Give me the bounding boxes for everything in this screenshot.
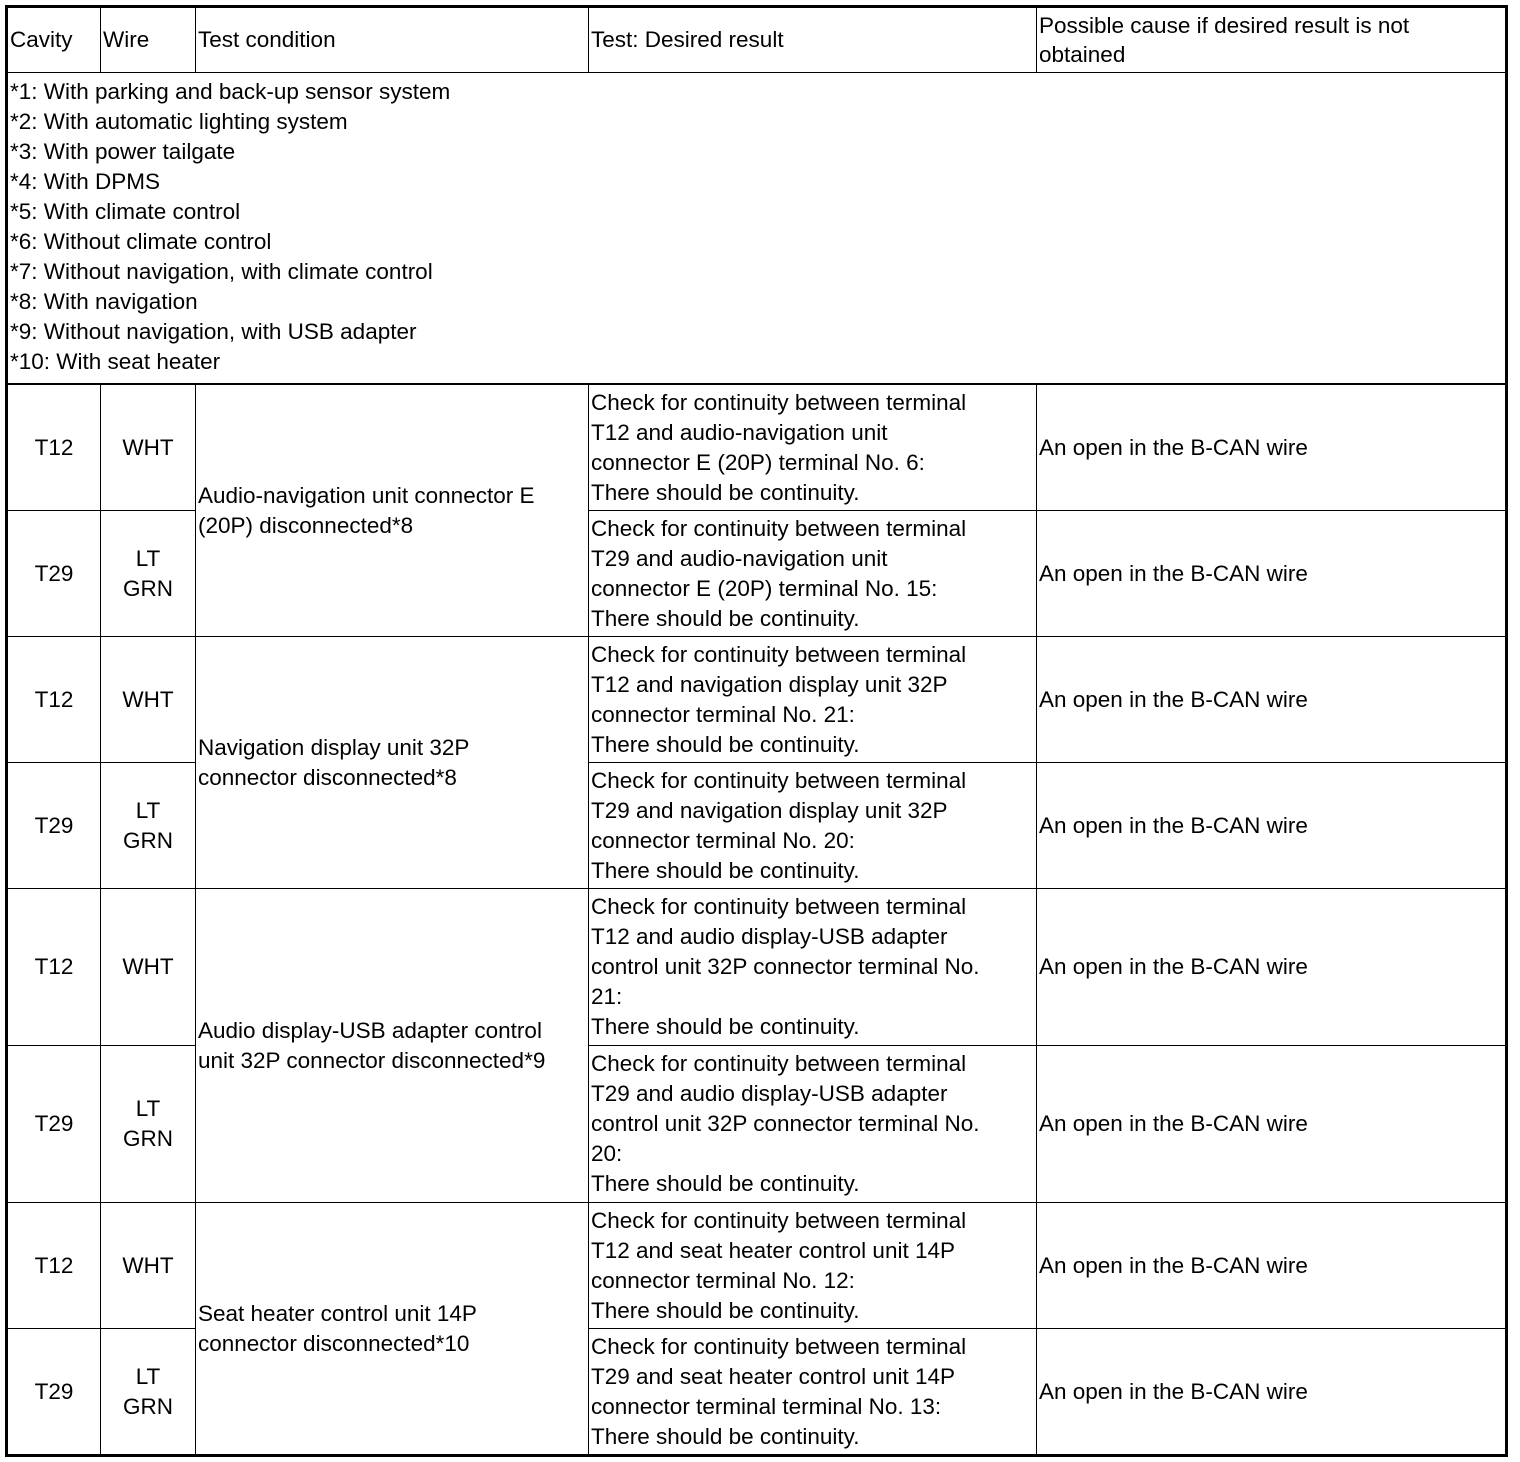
header-cavity: Cavity	[7, 7, 101, 73]
test-condition-cell: Audio-navigation unit connector E (20P) disconnected*8	[196, 384, 589, 637]
footnotes	[7, 73, 1507, 385]
table-row	[7, 889, 1507, 1046]
possible-cause-cell: An open in the B-CAN wire	[1037, 763, 1507, 889]
wire-cell: LT GRN	[101, 511, 196, 637]
troubleshooting-table	[5, 5, 1508, 1457]
wire-cell: WHT	[101, 637, 196, 763]
cavity-cell: T29	[7, 763, 101, 889]
cavity-cell: T12	[7, 889, 101, 1046]
footnote: *4: With DPMS	[10, 169, 161, 194]
wire-cell: LT GRN	[101, 1329, 196, 1456]
table-row	[7, 384, 1507, 511]
table-row	[7, 637, 1507, 763]
desired-result-cell: Check for continuity between terminal T12 and navigation display unit 32P connector terminal No. 21: There should be continuity.	[589, 637, 1037, 763]
footnote: *5: With climate control	[10, 199, 241, 224]
desired-result-cell: Check for continuity between terminal T12 and audio display-USB adapter control unit 32P connector terminal No. 21: There should be continuity.	[589, 889, 1037, 1046]
wire-cell: LT GRN	[101, 763, 196, 889]
cavity-cell: T29	[7, 1046, 101, 1203]
desired-result-cell: Check for continuity between terminal T12 and seat heater control unit 14P connector terminal No. 12: There should be continuity.	[589, 1203, 1037, 1329]
footnote: *8: With navigation	[10, 289, 198, 314]
footnote: *7: Without navigation, with climate control	[10, 259, 433, 284]
desired-result-cell: Check for continuity between terminal T29 and audio-navigation unit connector E (20P) terminal No. 15: There should be continuity.	[589, 511, 1037, 637]
wire-cell: WHT	[101, 384, 196, 511]
wire-cell: LT GRN	[101, 1046, 196, 1203]
desired-result-cell: Check for continuity between terminal T29 and audio display-USB adapter control unit 32P connector terminal No. 20: There should be continuity.	[589, 1046, 1037, 1203]
test-condition-cell: Audio display-USB adapter control unit 32P connector disconnected*9	[196, 889, 589, 1203]
possible-cause-cell: An open in the B-CAN wire	[1037, 384, 1507, 511]
footnote: *10: With seat heater	[10, 349, 221, 374]
footnote: *9: Without navigation, with USB adapter	[10, 319, 417, 344]
footnote: *3: With power tailgate	[10, 139, 236, 164]
desired-result-cell: Check for continuity between terminal T12 and audio-navigation unit connector E (20P) terminal No. 6: There should be continuity.	[589, 384, 1037, 511]
test-condition-cell: Navigation display unit 32P connector disconnected*8	[196, 637, 589, 889]
cavity-cell: T29	[7, 1329, 101, 1456]
header-wire: Wire	[101, 7, 196, 73]
cavity-cell: T12	[7, 384, 101, 511]
header-desired-result: Test: Desired result	[589, 7, 1037, 73]
possible-cause-cell: An open in the B-CAN wire	[1037, 889, 1507, 1046]
table-row	[7, 1203, 1507, 1329]
footnote: *2: With automatic lighting system	[10, 109, 348, 134]
footnote: *6: Without climate control	[10, 229, 272, 254]
desired-result-cell: Check for continuity between terminal T29 and navigation display unit 32P connector terminal No. 20: There should be continuity.	[589, 763, 1037, 889]
desired-result-cell: Check for continuity between terminal T29 and seat heater control unit 14P connector terminal terminal No. 13: There should be continuity.	[589, 1329, 1037, 1456]
possible-cause-cell: An open in the B-CAN wire	[1037, 637, 1507, 763]
wire-cell: WHT	[101, 889, 196, 1046]
header-row	[7, 7, 1507, 73]
header-possible-cause: Possible cause if desired result is not obtained	[1037, 7, 1507, 73]
possible-cause-cell: An open in the B-CAN wire	[1037, 511, 1507, 637]
test-condition-cell: Seat heater control unit 14P connector disconnected*10	[196, 1203, 589, 1456]
cavity-cell: T12	[7, 637, 101, 763]
possible-cause-cell: An open in the B-CAN wire	[1037, 1329, 1507, 1456]
notes-row	[7, 73, 1507, 385]
wire-cell: WHT	[101, 1203, 196, 1329]
possible-cause-cell: An open in the B-CAN wire	[1037, 1203, 1507, 1329]
header-test-condition: Test condition	[196, 7, 589, 73]
cavity-cell: T29	[7, 511, 101, 637]
footnote: *1: With parking and back-up sensor system	[10, 79, 451, 104]
possible-cause-cell: An open in the B-CAN wire	[1037, 1046, 1507, 1203]
cavity-cell: T12	[7, 1203, 101, 1329]
